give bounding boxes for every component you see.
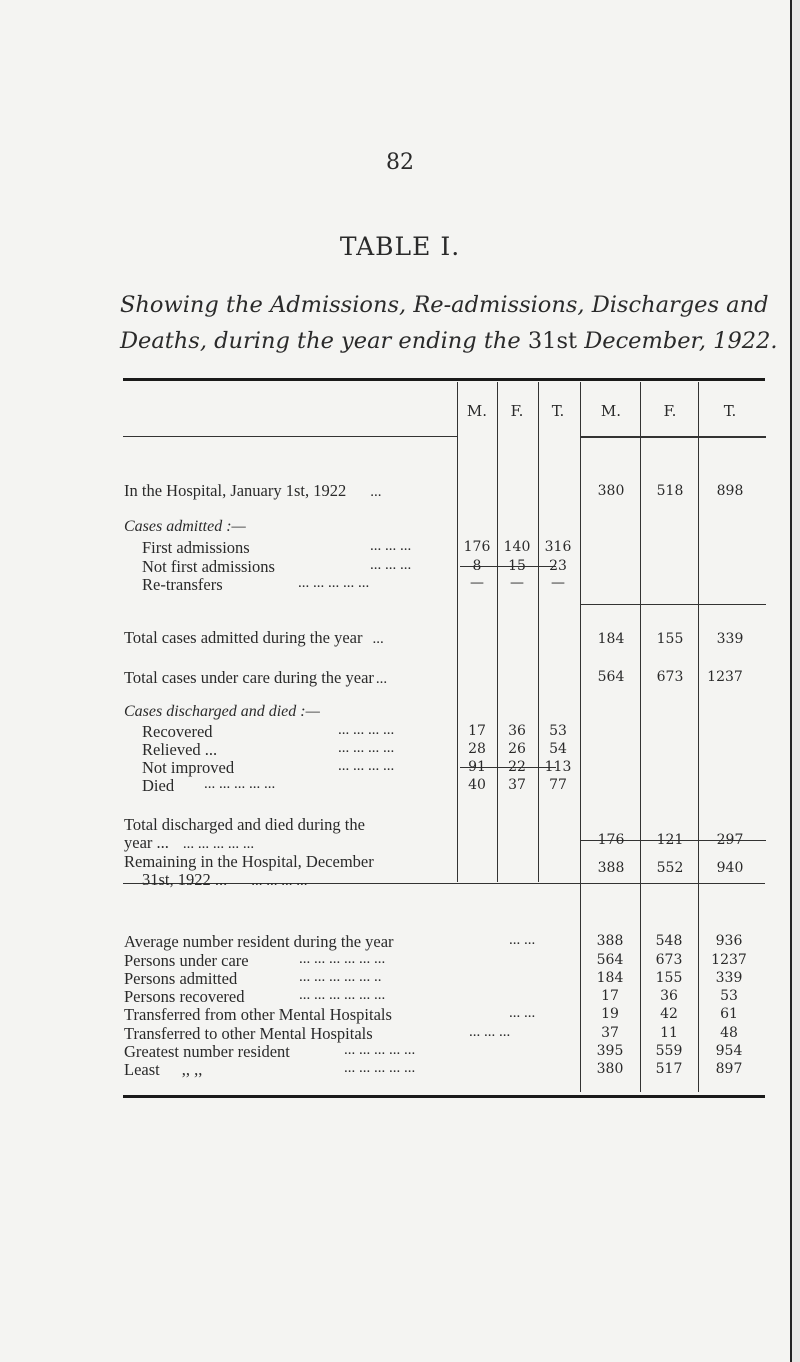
cell-t: — [551, 575, 565, 591]
summary-m: 37 [601, 1025, 619, 1041]
header-m-2: M. [600, 402, 622, 420]
cell-m: 176 [597, 832, 625, 848]
summary-t: 53 [720, 988, 738, 1004]
row-label: Total cases under care during the year ... [124, 668, 388, 687]
top-rule [123, 378, 765, 381]
row-label: Not improved ... ... ... ... [142, 758, 395, 777]
cell-t: 940 [716, 860, 744, 876]
summary-t: 936 [715, 933, 743, 949]
row-label: In the Hospital, January 1st, 1922 ... [124, 481, 382, 500]
col-rule-3 [538, 382, 539, 882]
summary-f: 548 [655, 933, 683, 949]
summary-label: Greatest number resident ... ... ... ... ... [124, 1042, 416, 1061]
summary-t: 897 [715, 1061, 743, 1077]
row-label: 31st, 1922 ... ... ... ... ... [142, 870, 308, 889]
subtitle-line-2: Deaths, during the year ending the 31st December, 1922. [120, 328, 778, 354]
cell-t: 23 [549, 558, 567, 574]
row-label: year ... ... ... ... ... ... [124, 833, 255, 852]
table-title: TABLE I. [339, 232, 461, 261]
cell-f: 155 [656, 631, 684, 647]
cell-t: 113 [544, 759, 572, 775]
header-t-1: T. [551, 402, 565, 420]
summary-f: 673 [655, 952, 683, 968]
summary-f: 11 [660, 1025, 678, 1041]
summary-m: 184 [596, 970, 624, 986]
cell-f: 518 [656, 483, 684, 499]
cell-t: 297 [716, 832, 744, 848]
cell-m: — [470, 575, 484, 591]
cell-m: 380 [597, 483, 625, 499]
summary-t: 61 [720, 1006, 738, 1022]
col-rule-6 [698, 382, 699, 1092]
summary-m: 395 [596, 1043, 624, 1059]
summary-label: Persons recovered ... ... ... ... ... ... [124, 987, 386, 1006]
bottom-rule [123, 1095, 765, 1098]
cell-f: — [510, 575, 524, 591]
discharged-heading: Cases discharged and died :— [124, 703, 320, 720]
row-label: First admissions ... ... ... [142, 538, 412, 557]
cell-m: 176 [463, 539, 491, 555]
cell-m: 388 [597, 860, 625, 876]
cell-t: 1237 [707, 669, 743, 685]
cell-m: 40 [468, 777, 486, 793]
summary-f: 42 [660, 1006, 678, 1022]
row-label: Recovered ... ... ... ... [142, 722, 395, 741]
cell-f: 15 [508, 558, 526, 574]
cell-f: 37 [508, 777, 526, 793]
summary-m: 17 [601, 988, 619, 1004]
summary-label: Transferred from other Mental Hospitals ... ... [124, 1005, 536, 1024]
cell-f: 22 [508, 759, 526, 775]
summary-m: 19 [601, 1006, 619, 1022]
summary-m: 388 [596, 933, 624, 949]
cell-t: 339 [716, 631, 744, 647]
care-rule [580, 604, 766, 605]
row-label: Re-transfers ... ... ... ... ... [142, 575, 370, 594]
cell-t: 53 [549, 723, 567, 739]
cell-m: 8 [472, 558, 482, 574]
summary-m: 564 [596, 952, 624, 968]
summary-m: 380 [596, 1061, 624, 1077]
row-label: Total cases admitted during the year ... [124, 628, 384, 647]
cell-m: 91 [468, 759, 486, 775]
col-rule-2 [497, 382, 498, 882]
row-label: Remaining in the Hospital, December [124, 852, 374, 871]
cell-m: 564 [597, 669, 625, 685]
summary-f: 517 [655, 1061, 683, 1077]
subtitle-line-1: Showing the Admissions, Re-admissions, Discharges and [120, 292, 769, 318]
summary-label: Least ,, ,, ... ... ... ... ... [124, 1060, 416, 1079]
cases-admitted-heading: Cases admitted :— [124, 518, 246, 535]
cell-f: 552 [656, 860, 684, 876]
summary-t: 339 [715, 970, 743, 986]
cell-m: 184 [597, 631, 625, 647]
summary-f: 559 [655, 1043, 683, 1059]
col-rule-1 [457, 382, 458, 882]
summary-f: 155 [655, 970, 683, 986]
summary-t: 48 [720, 1025, 738, 1041]
summary-t: 1237 [711, 952, 747, 968]
cell-m: 28 [468, 741, 486, 757]
page-number: 82 [386, 150, 414, 175]
cell-f: 140 [503, 539, 531, 555]
cell-f: 36 [508, 723, 526, 739]
header-f-2: F. [663, 402, 677, 420]
page-edge [790, 0, 800, 1362]
summary-label: Persons under care ... ... ... ... ... ... [124, 951, 386, 970]
cell-t: 77 [549, 777, 567, 793]
row-label: Total discharged and died during the [124, 815, 365, 834]
summary-label: Persons admitted ... ... ... ... ... .. [124, 969, 382, 988]
cell-f: 26 [508, 741, 526, 757]
summary-label: Transferred to other Mental Hospitals ... ... ... [124, 1024, 511, 1043]
col-rule-5 [640, 382, 641, 1092]
cell-f: 673 [656, 669, 684, 685]
summary-label: Average number resident during the year ... ... [124, 932, 536, 951]
cell-t: 316 [544, 539, 572, 555]
summary-t: 954 [715, 1043, 743, 1059]
cell-t: 54 [549, 741, 567, 757]
summary-f: 36 [660, 988, 678, 1004]
header-t-2: T. [723, 402, 737, 420]
row-label: Not first admissions ... ... ... [142, 557, 412, 576]
row-label: Died ... ... ... ... ... [142, 776, 276, 795]
header-m-1: M. [466, 402, 488, 420]
header-f-1: F. [510, 402, 524, 420]
header-rule-left [123, 436, 458, 437]
col-rule-4 [580, 382, 581, 1092]
cell-f: 121 [656, 832, 684, 848]
row-label: Relieved ... ... ... ... ... [142, 740, 395, 759]
cell-t: 898 [716, 483, 744, 499]
header-rule-right [580, 436, 766, 438]
cell-m: 17 [468, 723, 486, 739]
